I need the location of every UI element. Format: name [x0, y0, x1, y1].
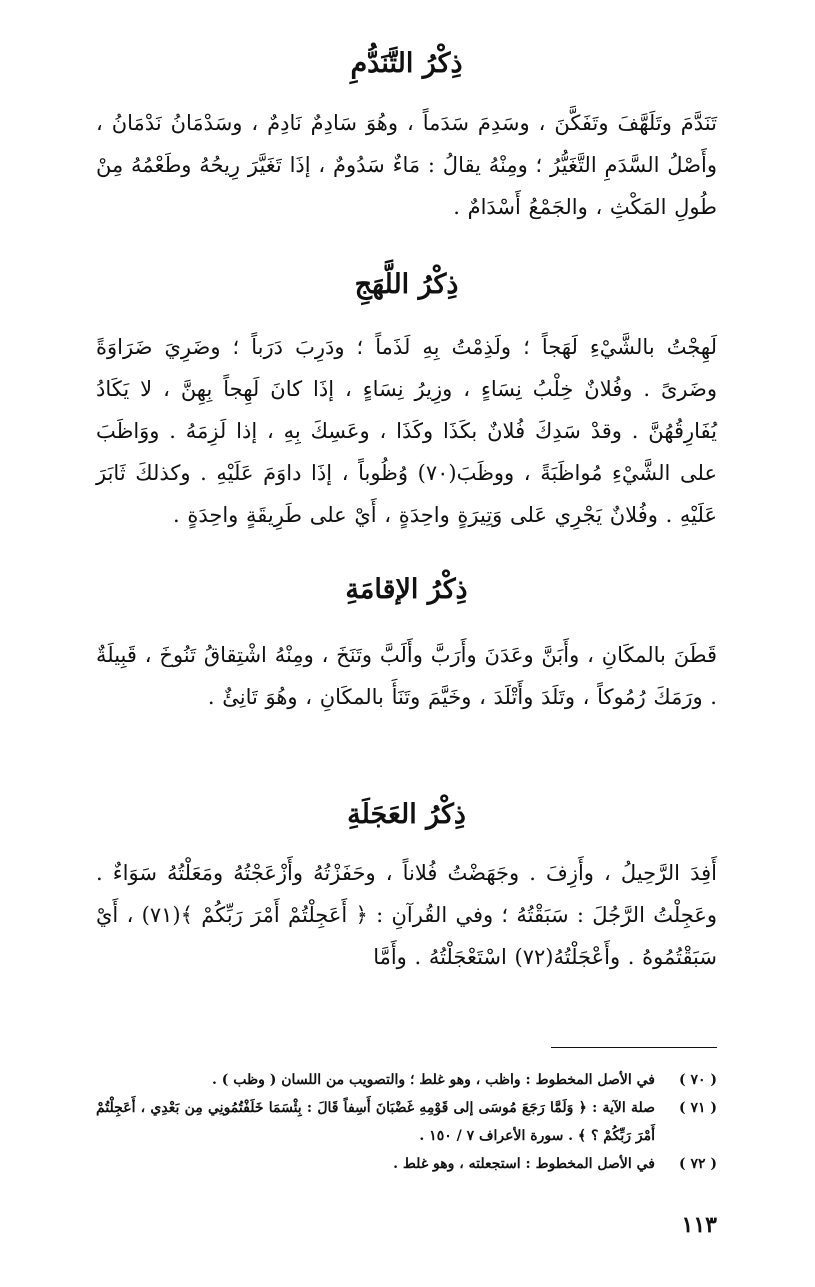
section-heading-ajala: ذِكْرُ العَجَلَةِ [347, 799, 466, 830]
section-body-tanaddum [96, 102, 717, 228]
footnote-number: ( ٧٠ ) [678, 1072, 717, 1088]
footnote-number: ( ٧٢ ) [678, 1156, 717, 1172]
paragraph-lahaj: لَهِجْتُ بالشَّيْءِ لَهَجاً ؛ ولَذِمْتُ بِهِ لَذَماً ؛ ودَرِبَ دَرَباً ؛ وضَرِيَ ضَرَاوَةً وضَرىً . وفُلانٌ خِلْبُ نِسَاءٍ ، وزِيرُ نِسَاءٍ ، إذَا كانَ لَهِجاً بِهِنَّ ، لا يَكَادُ يُفَارِقُهُنَّ . وقدْ سَدِكَ فُلانٌ بكَذَا وكَذَا ، وعَسِكَ بِهِ ، إذا لَزِمَهُ . ووَاظَبَ على الشَّيْءِ مُواظَبَةً ، ووظَبَ(٧٠) وُظُوباً ، إذَا داوَمَ عَلَيْهِ . وكذلكَ ثَابَرَ عَلَيْهِ . وفُلانٌ يَجْرِي عَلى وَتِيرَةٍ واحِدَةٍ ، أَيْ على طَرِيقَةٍ واحِدَةٍ . [96, 335, 717, 527]
section-body-lahaj [96, 326, 717, 536]
section-body-iqama [96, 634, 717, 718]
footnote-number: ( ٧١ ) [678, 1100, 717, 1116]
footnote-text: في الأصل المخطوط : استجعلته ، وهو غلط . [393, 1156, 655, 1172]
footnote-text: في الأصل المخطوط : واظب ، وهو غلط ؛ والتصويب من اللسان ( وظب ) . [212, 1072, 655, 1088]
section-body-ajala [96, 852, 717, 978]
section-heading-tanaddum: ذِكْرُ التَّنَدُّمِ [350, 48, 463, 79]
paragraph-tanaddum: تَنَدَّمَ وتَلَهَّفَ وتَفَكَّنَ ، وسَدِمَ سَدَماً ، وهُوَ سَادِمٌ نَادِمٌ ، وسَدْمَانُ نَدْمَانُ ، وأَصْلُ السَّدَمِ التَّغَيُّرُ ؛ ومِنْهُ يقالُ : مَاءٌ سَدُومٌ ، إذَا تَغَيَّرَ رِيحُهُ وطَعْمُهُ مِنْ طُولِ المَكْثِ ، والجَمْعُ أَسْدَامٌ . [96, 111, 717, 219]
section-heading-iqama: ذِكْرُ الإقامَةِ [345, 574, 468, 605]
footnote-72 [96, 1150, 717, 1178]
footnote-71 [96, 1094, 717, 1150]
section-heading-lahaj: ذِكْرُ اللَّهَجِ [354, 269, 459, 300]
footnotes [96, 1066, 717, 1178]
footnote-divider [551, 1047, 717, 1048]
paragraph-iqama: قَطَنَ بالمكَانِ ، وأَبَنَّ وعَدَنَ وأَرَبَّ وأَلَبَّ وتَنَخَ ، ومِنْهُ اشْتِقاقُ تَنُوخَ ، قَبِيلَةٌ . ورَمَكَ رُمُوكاً ، وتَلَدَ وأَتْلَدَ ، وخَيَّمَ وتَنَأَ بالمكَانِ ، وهُوَ تَانِئٌ . [96, 643, 717, 709]
footnote-70 [96, 1066, 717, 1094]
page-number: ١١٣ [681, 1212, 717, 1238]
paragraph-ajala: أَفِدَ الرَّحِيلُ ، وأَزِفَ . وجَهَضْتُ فُلاناً ، وحَفَزْتُهُ وأَزْعَجْتُهُ ومَعَلْتُهُ سَوَاءٌ . وعَجِلْتُ الرَّجُلَ : سَبَقْتُهُ ؛ وفي القُرآنِ : ﴿ أَعَجِلْتُمْ أَمْرَ رَبِّكُمْ ﴾(٧١) ، أَيْ سَبَقْتُمُوهُ . وأَعْجَلْتُهُ(٧٢) اسْتَعْجَلْتُهُ . وأَمَّا [96, 861, 718, 969]
footnote-text: صلة الآية : ﴿ وَلَمَّا رَجَعَ مُوسَى إلى قَوْمِهِ غَضْبَانَ أَسِفاً قَالَ : بِئْسَمَا خَلَفْتُمُونِي مِن بَعْدِي ، أَعَجِلْتُمْ أَمْرَ رَبِّكُمْ ؟ ﴾ . سورة الأعراف ٧ / ١٥٠ . [96, 1100, 655, 1144]
